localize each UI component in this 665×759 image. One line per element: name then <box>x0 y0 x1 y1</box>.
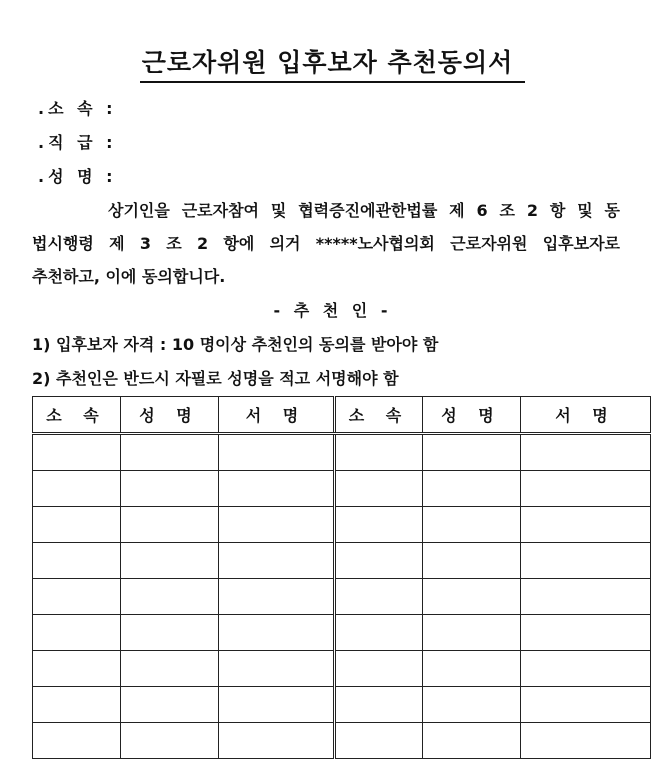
cell-name-left[interactable] <box>121 615 219 651</box>
cell-affiliation-left[interactable] <box>33 651 121 687</box>
cell-signature-left[interactable] <box>219 471 335 507</box>
cell-name-left[interactable] <box>121 579 219 615</box>
cell-signature-left[interactable] <box>219 615 335 651</box>
consent-paragraph <box>32 200 620 290</box>
cell-signature-left[interactable] <box>219 543 335 579</box>
cell-signature-right[interactable] <box>521 507 651 543</box>
cell-affiliation-left[interactable] <box>33 615 121 651</box>
cell-name-right[interactable] <box>423 471 521 507</box>
cell-name-right[interactable] <box>423 434 521 471</box>
cell-affiliation-right[interactable] <box>335 434 423 471</box>
paragraph-line-3: 추천하고, 이에 동의합니다. <box>32 267 226 286</box>
affiliation-label: .소 속 : <box>38 99 117 118</box>
cell-name-left[interactable] <box>121 471 219 507</box>
cell-affiliation-right[interactable] <box>335 687 423 723</box>
cell-name-right[interactable] <box>423 651 521 687</box>
name-label: .성 명 : <box>38 167 117 186</box>
cell-affiliation-right[interactable] <box>335 471 423 507</box>
cell-affiliation-right[interactable] <box>335 615 423 651</box>
paragraph-line-1: 상기인을 근로자참여 및 협력증진에관한법률 제 6 조 2 항 및 동 <box>108 201 620 220</box>
cell-signature-right[interactable] <box>521 687 651 723</box>
cell-name-left[interactable] <box>121 651 219 687</box>
cell-name-right[interactable] <box>423 615 521 651</box>
cell-name-left[interactable] <box>121 687 219 723</box>
table-row <box>33 543 651 579</box>
cell-name-left[interactable] <box>121 434 219 471</box>
table-header-row <box>33 397 651 434</box>
header-name-right: 성 명 <box>423 397 521 434</box>
recommender-signature-table <box>32 396 651 759</box>
recommenders-heading: - 추 천 인 - <box>273 301 392 320</box>
table-row <box>33 615 651 651</box>
cell-affiliation-right[interactable] <box>335 651 423 687</box>
cell-affiliation-left[interactable] <box>33 507 121 543</box>
cell-signature-right[interactable] <box>521 471 651 507</box>
table-row <box>33 579 651 615</box>
cell-affiliation-right[interactable] <box>335 543 423 579</box>
table-row <box>33 471 651 507</box>
position-label: .직 급 : <box>38 133 117 152</box>
cell-name-right[interactable] <box>423 543 521 579</box>
cell-signature-left[interactable] <box>219 434 335 471</box>
header-signature-right: 서 명 <box>521 397 651 434</box>
cell-signature-right[interactable] <box>521 543 651 579</box>
table-row <box>33 687 651 723</box>
cell-affiliation-right[interactable] <box>335 507 423 543</box>
table-row <box>33 507 651 543</box>
cell-name-left[interactable] <box>121 507 219 543</box>
cell-signature-right[interactable] <box>521 615 651 651</box>
cell-signature-left[interactable] <box>219 651 335 687</box>
header-affiliation-right: 소 속 <box>335 397 423 434</box>
cell-name-right[interactable] <box>423 579 521 615</box>
table-row <box>33 651 651 687</box>
cell-affiliation-left[interactable] <box>33 579 121 615</box>
header-name-left: 성 명 <box>121 397 219 434</box>
header-affiliation-left: 소 속 <box>33 397 121 434</box>
paragraph-line-2: 법시행령 제 3 조 2 항에 의거 *****노사협의회 근로자위원 입후보자로 <box>32 234 620 253</box>
note-2: 2) 추천인은 반드시 자필로 성명을 적고 서명해야 함 <box>32 369 399 388</box>
cell-signature-right[interactable] <box>521 434 651 471</box>
cell-signature-left[interactable] <box>219 687 335 723</box>
cell-signature-right[interactable] <box>521 651 651 687</box>
table-row <box>33 434 651 471</box>
document-title-wrap <box>0 46 665 83</box>
note-1: 1) 입후보자 자격 : 10 명이상 추천인의 동의를 받아야 함 <box>32 335 439 354</box>
cell-affiliation-right[interactable] <box>335 579 423 615</box>
cell-affiliation-left[interactable] <box>33 543 121 579</box>
cell-signature-left[interactable] <box>219 579 335 615</box>
cell-signature-right[interactable] <box>521 579 651 615</box>
cell-affiliation-left[interactable] <box>33 687 121 723</box>
cell-affiliation-left[interactable] <box>33 471 121 507</box>
cell-affiliation-left[interactable] <box>33 434 121 471</box>
cell-name-right[interactable] <box>423 507 521 543</box>
cell-signature-left[interactable] <box>219 507 335 543</box>
cell-name-right[interactable] <box>423 687 521 723</box>
cell-name-left[interactable] <box>121 543 219 579</box>
document-title: 근로자위원 입후보자 추천동의서 <box>140 46 526 83</box>
header-signature-left: 서 명 <box>219 397 335 434</box>
